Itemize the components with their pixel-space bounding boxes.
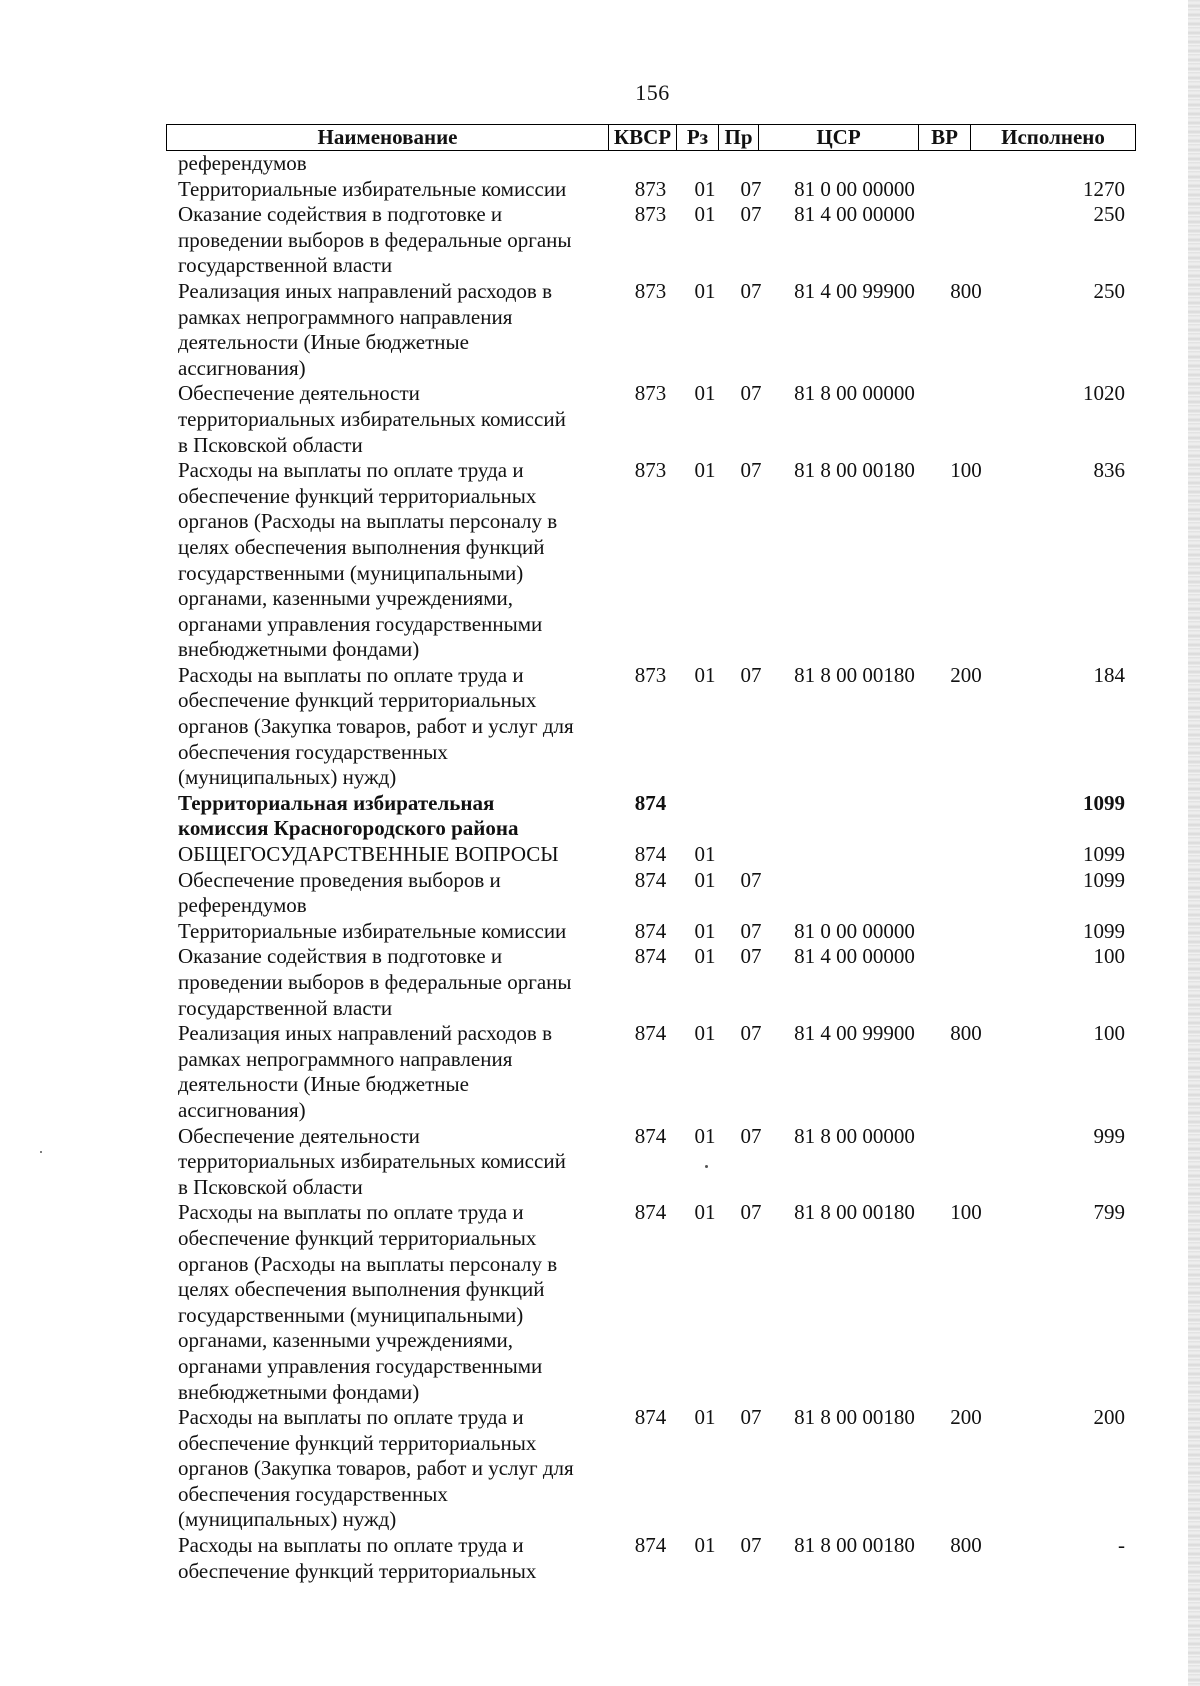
cell-rz: 01 [694,202,716,227]
cell-done: 1099 [1083,842,1125,867]
cell-name: референдумов [178,151,307,175]
cell-kvsr: 873 [634,176,667,201]
cell-done: 200 [1093,1405,1125,1430]
cell-csr: 81 8 00 00180 [794,1200,915,1225]
cell-csr: 81 8 00 00000 [794,381,915,406]
table-row [166,202,1136,279]
cell-csr: 81 8 00 00000 [794,1123,915,1148]
cell-pr: 07 [740,1021,762,1046]
header-rz: Рз [677,125,719,150]
cell-kvsr: 874 [634,867,667,892]
cell-pr: 07 [740,1200,762,1225]
cell-rz: 01 [694,278,716,303]
cell-rz: 01 [694,918,716,943]
cell-done: 1020 [1083,381,1125,406]
cell-csr: 81 0 00 00000 [794,918,915,943]
cell-done: 184 [1093,662,1125,687]
table-row [166,944,1136,1021]
cell-kvsr: 873 [634,458,667,483]
cell-name: Расходы на выплаты по оплате труда и обеспечение функций территориальных органов (Расходы на выплаты персоналу в целях обеспечения выполнения функций государственными (муниципальными) органами, казенными учреждениями, органами управления государственными внебюджетными фондами) [178,1200,558,1404]
cell-vr: 200 [950,1405,982,1430]
cell-kvsr: 873 [634,662,667,687]
cell-name: Обеспечение деятельности территориальных избирательных комиссий в Псковской области [178,1123,566,1199]
budget-table [166,124,1136,1584]
cell-done: 100 [1093,944,1125,969]
table-row [166,279,1136,381]
table-row [166,1533,1136,1584]
cell-rz: 01 [694,867,716,892]
cell-rz: 01 [694,381,716,406]
cell-name: Оказание содействия в подготовке и проведении выборов в федеральные органы государственной власти [178,202,572,278]
table-row [166,151,1136,177]
cell-kvsr: 874 [634,1533,667,1558]
header-vr: ВР [919,125,971,150]
page-number: 156 [635,80,670,105]
cell-kvsr: 874 [634,1123,667,1148]
cell-kvsr: 874 [634,1405,667,1430]
cell-done: 100 [1093,1021,1125,1046]
cell-done: 1099 [1083,918,1125,943]
cell-csr: 81 8 00 00180 [794,662,915,687]
cell-done: 999 [1093,1123,1125,1148]
table-row [166,1124,1136,1201]
scan-speck [40,1151,42,1153]
cell-rz: 01 [694,176,716,201]
cell-name: Оказание содействия в подготовке и проведении выборов в федеральные органы государственной власти [178,944,572,1020]
cell-name: Обеспечение деятельности территориальных избирательных комиссий в Псковской области [178,381,566,457]
cell-csr: 81 4 00 00000 [794,202,915,227]
cell-done: 836 [1093,458,1125,483]
cell-pr: 07 [740,918,762,943]
cell-kvsr: 874 [634,842,667,867]
header-done: Исполнено [1001,125,1105,149]
header-csr: ЦСР [759,125,919,150]
table-row [166,381,1136,458]
cell-pr: 07 [740,1123,762,1148]
cell-csr: 81 8 00 00180 [794,1533,915,1558]
cell-vr: 800 [950,278,982,303]
cell-kvsr: 873 [634,278,667,303]
table-header [166,124,1136,151]
table-row [166,177,1136,203]
cell-rz: 01 [694,944,716,969]
cell-pr: 07 [740,1533,762,1558]
cell-csr: 81 4 00 00000 [794,944,915,969]
cell-pr: 07 [740,944,762,969]
cell-name: Реализация иных направлений расходов в рамках непрограммного направления деятельности (Иные бюджетные ассигнования) [178,278,553,380]
cell-pr: 07 [740,202,762,227]
cell-vr: 100 [950,458,982,483]
table-row [166,1200,1136,1405]
cell-pr: 07 [740,381,762,406]
cell-kvsr: 873 [634,381,667,406]
cell-rz: 01 [694,842,716,867]
table-row [166,868,1136,919]
cell-name: Территориальные избирательные комиссии [178,918,567,943]
cell-rz: 01 [694,1200,716,1225]
cell-rz: 01 [694,662,716,687]
cell-pr: 07 [740,176,762,201]
cell-vr: 100 [950,1200,982,1225]
cell-kvsr: 873 [634,202,667,227]
header-name: Наименование [167,125,609,150]
cell-done: 250 [1093,278,1125,303]
header-kvsr: КВСР [609,125,677,150]
cell-vr: 800 [950,1021,982,1046]
table-row [166,1021,1136,1123]
table-row [166,791,1136,842]
cell-name: Территориальные избирательные комиссии [178,176,567,201]
cell-rz: 01 [694,1405,716,1430]
cell-name: Расходы на выплаты по оплате труда и обеспечение функций территориальных органов (Закупка товаров, работ и услуг для обеспечения государственных (муниципальных) нужд) [178,1405,574,1532]
cell-name: Обеспечение проведения выборов и референдумов [178,867,501,918]
cell-rz: 01 [694,1533,716,1558]
cell-rz: 01 [694,1123,716,1148]
cell-csr: 81 8 00 00180 [794,1405,915,1430]
cell-kvsr: 874 [634,1200,667,1225]
table-row [166,458,1136,663]
cell-vr: 200 [950,662,982,687]
cell-done: 1099 [1083,867,1125,892]
cell-kvsr: 874 [634,918,667,943]
table-body [166,151,1136,1584]
cell-rz: 01 [694,458,716,483]
cell-csr: 81 8 00 00180 [794,458,915,483]
cell-done: 1270 [1083,176,1125,201]
cell-done: 1099 [1083,790,1125,815]
cell-csr: 81 4 00 99900 [794,1021,915,1046]
cell-pr: 07 [740,1405,762,1430]
cell-kvsr: 874 [634,1021,667,1046]
table-row [166,919,1136,945]
cell-kvsr: 874 [634,790,667,815]
table-row [166,663,1136,791]
cell-name: ОБЩЕГОСУДАРСТВЕННЫЕ ВОПРОСЫ [178,842,559,867]
cell-name: Расходы на выплаты по оплате труда и обеспечение функций территориальных органов (Закупка товаров, работ и услуг для обеспечения государственных (муниципальных) нужд) [178,662,574,790]
cell-name: Территориальная избирательная комиссия Красногородского района [178,790,519,841]
cell-csr: 81 0 00 00000 [794,176,915,201]
cell-rz: 01 [694,1021,716,1046]
scan-speck [705,1165,708,1168]
cell-name: Расходы на выплаты по оплате труда и обеспечение функций территориальных [178,1533,537,1583]
cell-pr: 07 [740,867,762,892]
header-pr: Пр [719,125,759,150]
cell-done: 250 [1093,202,1125,227]
cell-pr: 07 [740,278,762,303]
cell-vr: 800 [950,1533,982,1558]
table-row [166,842,1136,868]
scan-edge [1188,0,1200,1686]
cell-name: Расходы на выплаты по оплате труда и обеспечение функций территориальных органов (Расходы на выплаты персоналу в целях обеспечения выполнения функций государственными (муниципальными) органами, казенными учреждениями, органами управления государственными внебюджетными фондами) [178,458,558,662]
table-row [166,1405,1136,1533]
cell-done: - [1118,1533,1125,1558]
cell-csr: 81 4 00 99900 [794,278,915,303]
cell-name: Реализация иных направлений расходов в рамках непрограммного направления деятельности (Иные бюджетные ассигнования) [178,1021,553,1122]
cell-done: 799 [1093,1200,1125,1225]
cell-pr: 07 [740,662,762,687]
cell-pr: 07 [740,458,762,483]
cell-kvsr: 874 [634,944,667,969]
